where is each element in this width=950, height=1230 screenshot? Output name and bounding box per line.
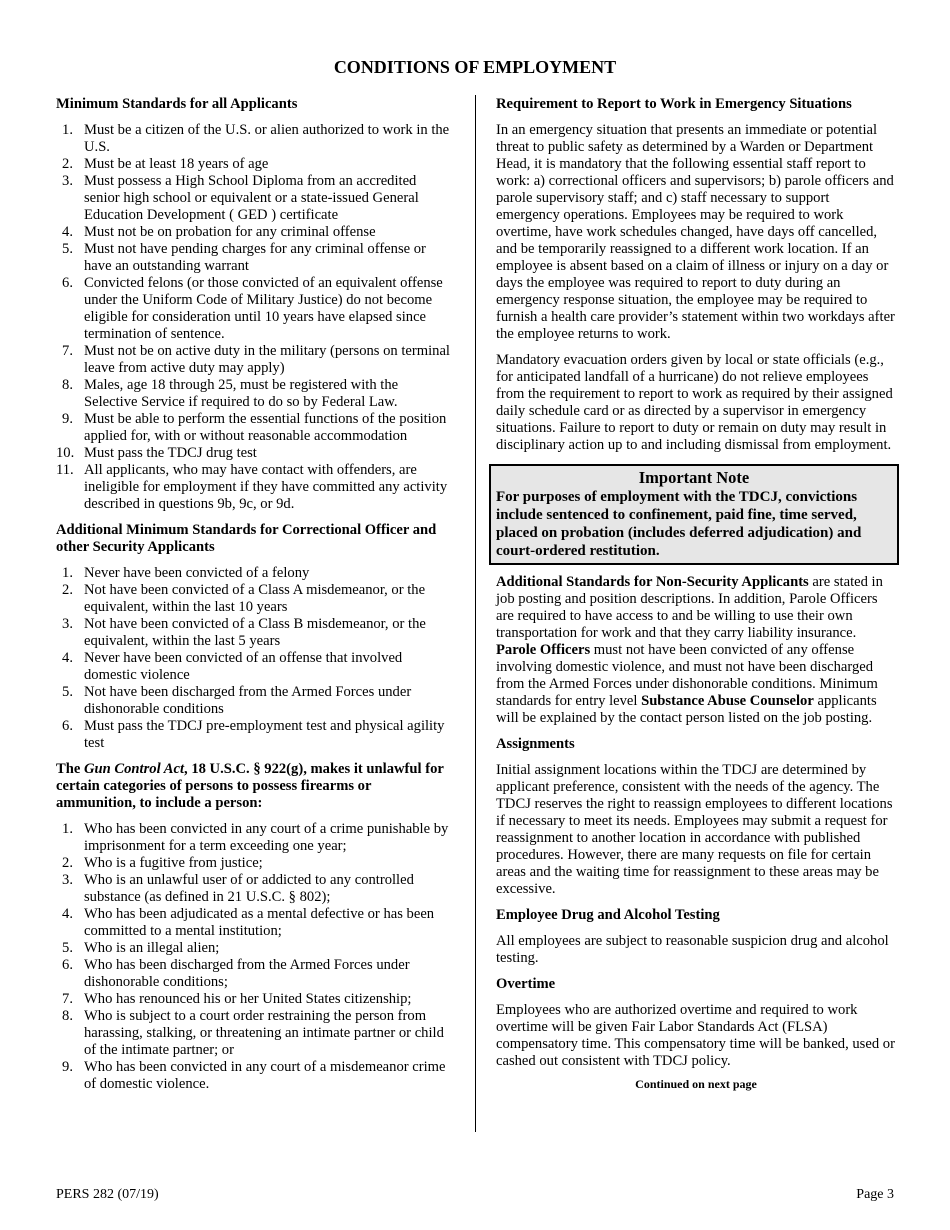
list-item (56, 991, 454, 1008)
page-number: Page 3 (856, 1187, 894, 1202)
emergency-paragraph-2: Mandatory evacuation orders given by local or state officials (e.g., for anticipated landfall of a hurricane) do not relieve employees from the requirement to report to work as required by their assigned daily schedule card or as directed by a supervisor in emergency situations. Failure to report to duty or remain on duty may result in disciplinary action up to and including dismissal from employment. (496, 352, 893, 453)
list-item (56, 1008, 454, 1059)
non-security-text-1: are stated in job posting and position descriptions. In addition, Parole Officers are required to have access to and be willing to use their own transportation for work and that they carry liability insurance. (496, 574, 883, 641)
list-item-text: Males, age 18 through 25, must be registered with the Selective Service if required to do so by Federal Law. (84, 377, 399, 410)
overtime-heading: Overtime (496, 976, 556, 992)
list-item-number: 3. (62, 872, 73, 888)
list-item-text: Who has been convicted in any court of a crime punishable by imprisonment for a term exceeding one year; (84, 821, 449, 854)
list-item-text: Not have been convicted of a Class A misdemeanor, or the equivalent, within the last 10 years (84, 582, 426, 615)
list-item-text: Who has been discharged from the Armed Forces under dishonorable conditions; (84, 957, 410, 990)
list-item-text: Must pass the TDCJ drug test (84, 445, 257, 461)
non-security-bold-1: Additional Standards for Non-Security Applicants (496, 574, 809, 590)
list-item (56, 275, 454, 343)
list-item (56, 411, 454, 445)
list-item (56, 122, 454, 156)
list-item (56, 445, 454, 462)
list-item-number: 5. (62, 684, 73, 700)
list-item-number: 4. (62, 650, 73, 666)
gun-control-heading (56, 761, 454, 812)
list-item (56, 1059, 454, 1093)
list-item-number: 2. (62, 582, 73, 598)
co-standards-heading: Additional Minimum Standards for Correctional Officer and other Security Applicants (56, 522, 437, 555)
list-item-text: Who has been convicted in any court of a misdemeanor crime of domestic violence. (84, 1059, 446, 1092)
list-item-text: All applicants, who may have contact with offenders, are ineligible for employment if they have committed any activity described in questions 9b, 9c, or 9d. (84, 462, 448, 512)
important-note-text: For purposes of employment with the TDCJ, convictions include sentenced to confinement, paid fine, time served, placed on probation (includes deferred adjudication) and court-ordered restitution. (496, 489, 862, 559)
list-item-text: Who is a fugitive from justice; (84, 855, 263, 871)
list-item (56, 616, 454, 650)
list-item-number: 1. (62, 122, 73, 138)
non-security-paragraph (496, 574, 896, 727)
gun-heading-post: , 18 U.S.C. § 922(g), makes it unlawful for certain categories of persons to possess firearms or ammunition, to include a person: (56, 761, 444, 811)
list-item-text: Who is subject to a court order restraining the person from harassing, stalking, or threatening an intimate partner or child of the intimate partner; or (84, 1008, 444, 1058)
list-item-number: 3. (62, 173, 73, 189)
list-item-number: 1. (62, 821, 73, 837)
co-standards-list (56, 565, 454, 752)
list-item-text: Must not have pending charges for any criminal offense or have an outstanding warrant (84, 241, 426, 274)
list-item-number: 3. (62, 616, 73, 632)
assignments-text: Initial assignment locations within the TDCJ are determined by applicant preference, consistent with the needs of the agency. The TDCJ reserves the right to reassign employees to different locations if necessary to meet its needs. Employees may submit a request for reassignment to another location in accordance with published procedures. However, there are many requests on file for certain areas and the waiting time for reassignment to these areas may be excessive. (496, 762, 893, 897)
list-item-text: Must not be on active duty in the military (persons on terminal leave from active duty may apply) (84, 343, 450, 376)
list-item-text: Who is an illegal alien; (84, 940, 220, 956)
list-item-number: 10. (56, 445, 75, 461)
list-item-number: 5. (62, 241, 73, 257)
column-divider (475, 95, 476, 1132)
list-item-number: 7. (62, 991, 73, 1007)
list-item (56, 940, 454, 957)
list-item-text: Never have been convicted of an offense that involved domestic violence (84, 650, 403, 683)
list-item (56, 821, 454, 855)
list-item-text: Must be able to perform the essential functions of the position applied for, with or without reasonable accommodation (84, 411, 447, 444)
list-item (56, 855, 454, 872)
gun-control-list (56, 821, 454, 1093)
list-item (56, 156, 454, 173)
list-item-text: Must pass the TDCJ pre-employment test and physical agility test (84, 718, 445, 751)
list-item-text: Convicted felons (or those convicted of an equivalent offense under the Uniform Code of Military Justice) do not become eligible for consideration until 10 years have elapsed since termination of sentence. (84, 275, 443, 342)
list-item-text: Must be a citizen of the U.S. or alien authorized to work in the U.S. (84, 122, 450, 155)
list-item (56, 173, 454, 224)
drug-testing-heading: Employee Drug and Alcohol Testing (496, 907, 720, 923)
list-item-number: 11. (56, 462, 74, 478)
list-item-number: 6. (62, 718, 73, 734)
gun-heading-pre: The (56, 761, 84, 777)
list-item (56, 650, 454, 684)
drug-testing-text: All employees are subject to reasonable suspicion drug and alcohol testing. (496, 933, 889, 966)
min-standards-heading: Minimum Standards for all Applicants (56, 96, 298, 112)
list-item-number: 1. (62, 565, 73, 581)
list-item-text: Who is an unlawful user of or addicted to any controlled substance (as defined in 21 U.S.C. § 802); (84, 872, 414, 905)
list-item (56, 224, 454, 241)
list-item (56, 462, 454, 513)
list-item-text: Must be at least 18 years of age (84, 156, 269, 172)
list-item-text: Who has renounced his or her United States citizenship; (84, 991, 412, 1007)
list-item (56, 906, 454, 940)
overtime-text: Employees who are authorized overtime and required to work overtime will be given Fair Labor Standards Act (FLSA) compensatory time. This compensatory time will be banked, used or cashed out consistent with TDCJ policy. (496, 1002, 895, 1069)
non-security-bold-2: Parole Officers (496, 642, 591, 658)
list-item-number: 8. (62, 1008, 73, 1024)
list-item-text: Must possess a High School Diploma from an accredited senior high school or equivalent or a state-issued General Education Development ( GED ) certificate (84, 173, 419, 223)
list-item (56, 684, 454, 718)
list-item (56, 582, 454, 616)
list-item (56, 872, 454, 906)
non-security-text-3: applicants will be explained by the contact person listed on the job posting. (496, 693, 877, 726)
list-item-number: 6. (62, 275, 73, 291)
list-item-text: Not have been discharged from the Armed Forces under dishonorable conditions (84, 684, 412, 717)
list-item (56, 718, 454, 752)
list-item-number: 2. (62, 855, 73, 871)
list-item (56, 377, 454, 411)
important-note-box (489, 464, 899, 565)
list-item-number: 4. (62, 906, 73, 922)
emergency-heading: Requirement to Report to Work in Emergency Situations (496, 96, 852, 112)
list-item (56, 957, 454, 991)
gun-heading-italic: Gun Control Act (83, 761, 185, 777)
list-item-number: 2. (62, 156, 73, 172)
continued-note: Continued on next page (635, 1077, 757, 1091)
list-item-text: Who has been adjudicated as a mental defective or has been committed to a mental institution; (84, 906, 435, 939)
list-item-number: 9. (62, 1059, 73, 1075)
page-title: CONDITIONS OF EMPLOYMENT (333, 57, 617, 77)
form-number: PERS 282 (07/19) (56, 1187, 159, 1202)
list-item (56, 565, 454, 582)
right-column (496, 96, 896, 1093)
important-note-title: Important Note (638, 468, 750, 487)
list-item-number: 6. (62, 957, 73, 973)
list-item-text: Must not be on probation for any criminal offense (84, 224, 376, 240)
list-item-number: 4. (62, 224, 73, 240)
list-item-number: 8. (62, 377, 73, 393)
list-item (56, 343, 454, 377)
list-item (56, 241, 454, 275)
list-item-number: 9. (62, 411, 73, 427)
list-item-number: 7. (62, 343, 73, 359)
min-standards-list (56, 122, 454, 513)
list-item-number: 5. (62, 940, 73, 956)
non-security-bold-3: Substance Abuse Counselor (641, 693, 814, 709)
non-security-text-2: must not have been convicted of any offense involving domestic violence, and must not have been discharged from the Armed Forces under dishonorable conditions. Minimum standards for entry level (496, 642, 878, 709)
list-item-text: Never have been convicted of a felony (84, 565, 310, 581)
emergency-paragraph-1: In an emergency situation that presents an immediate or potential threat to public safety as determined by a Warden or Department Head, it is mandatory that the following essential staff report to work: a) correctional officers and supervisors; b) parole officers and parole supervisory staff; and c) staff necessary to support emergency operations. Employees may be required to work overtime, have work schedules changed, have days off cancelled, and be temporarily reassigned to a different work location. If an employee is absent based on a claim of illness or injury on a day or days the employee was required to report to duty during an emergency response situation, the employee may be required to furnish a health care provider’s statement within two workdays after the employee returns to work. (496, 122, 895, 342)
assignments-heading: Assignments (496, 736, 575, 752)
left-column (56, 96, 454, 1093)
list-item-text: Not have been convicted of a Class B misdemeanor, or the equivalent, within the last 5 years (84, 616, 426, 649)
